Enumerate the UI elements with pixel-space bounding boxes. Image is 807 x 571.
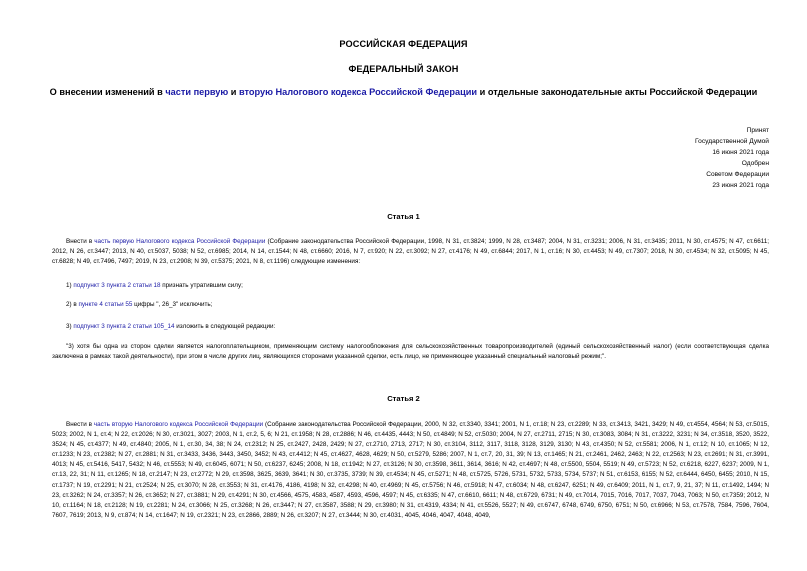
- article-2-intro-text: Внести в: [66, 421, 94, 428]
- article-1-quote: "3) хотя бы одна из сторон сделки является налогоплательщиком, применяющим систему налогообложения для сельскохозяйственных товаропроизводителей (единый сельскохозяйственный налог) (если соответствующая сделка заключена в рамках такой деятельности), при этом в числе других лиц, являющихся сторонами указанной сделки, есть лицо, не применяющее указанный специальный налоговый режим;".: [52, 343, 769, 361]
- item-text: 3): [66, 323, 74, 330]
- law-title-text: О внесении изменений в: [49, 87, 166, 97]
- accepted-date: 16 июня 2021 года: [712, 148, 769, 156]
- link-tax-code-part-two[interactable]: часть вторую Налогового кодекса Российской Федерации: [93, 421, 264, 428]
- accepted-by: Государственной Думой: [695, 137, 769, 145]
- article-1-item-3: [66, 322, 275, 332]
- article-1-intro-text: (Собрание законодательства Российской Федерации, 1998, N 31, ст.3824; 1999, N 28, ст.3487; 2004, N 31, ст.3231; 2006, N 31, ст.3435; 2011, N 30, ст.4575; N 47, ст.6611; 2012, N 26, ст.3447; 2013, N 40, ст.5037, 5038; N 52, ст.6985; 2014, N 14, ст.1544; N 48, ст.6660; 2016, N 7, ст.920; N 22, ст.3092; N 27, ст.4176; N 49, ст.6844; 2017, N 1, ст.16; N 30, ст.4453; N 49, ст.7307; 2018, N 30, ст.4534; N 32, ст.5095; N 45, ст.6828; N 49, ст.7496, 7497; 2019, N 23, ст.2908; N 39, ст.5375; 2021, N 8, ст.1196) следующие изменения:: [52, 238, 769, 266]
- article-2-heading: Статья 2: [387, 394, 420, 403]
- law-title-text: и: [228, 87, 239, 97]
- law-title: [0, 87, 807, 97]
- link-article-105-14[interactable]: подпункт 3 пункта 2 статьи 105_14: [73, 323, 175, 330]
- article-1-heading: Статья 1: [387, 212, 420, 221]
- item-text: изложить в следующей редакции:: [174, 323, 276, 330]
- item-text: 1): [66, 282, 74, 289]
- link-article-55[interactable]: пункте 4 статьи 55: [78, 301, 133, 308]
- approved-date: 23 июня 2021 года: [712, 181, 769, 189]
- article-1-item-2: [66, 300, 212, 310]
- article-2-intro-text: (Собрание законодательства Российской Федерации, 2000, N 32, ст.3340, 3341; 2001, N 1, ст.18; N 23, ст.2289; N 33, ст.3413, 3421, 3429; N 49, ст.4554, 4564; N 53, ст.5015, 5023; 2002, N 1, ст.4; N 22, ст.2026; N 30, ст.3021, 3027; 2003, N 1, ст.2, 5, 6; N 21, ст.1958; N 28, ст.2886; N 46, ст.4435, 4443; N 50, ст.4849; N 52, ст.5030; 2004, N 27, ст.2711, 2715; N 30, ст.3083, 3084; N 31, ст.3222, 3231; N 34, ст.3518, 3520, 3522, 3524; N 45, ст.4377; N 49, ст.4840; 2005, N 1, ст.30, 34, 38; N 24, ст.2312; N 25, ст.2427, 2428, 2429; N 27, ст.2710, 2713, 2717; N 30, ст.3104, 3112, 3117, 3118, 3128, 3129, 3130; N 43, ст.4350; N 52, ст.5581; 2006, N 1, ст.12; N 10, ст.1065; N 12, ст.1233; N 23, ст.2382; N 27, ст.2881; N 31, ст.3433, 3436, 3443, 3450, 3452; N 43, ст.4412; N 45, ст.4627, 4628, 4629; N 50, ст.5279, 5286; 2007, N 1, ст.7, 20, 31, 39; N 13, ст.1465; N 21, ст.2461, 2462, 2463; N 22, ст.2563; N 23, ст.2691; N 31, ст.3991, 4013; N 45, ст.5416, 5417, 5432; N 46, ст.5553; N 49, ст.6045, 6071; N 50, ст.6237, 6245; 2008, N 18, ст.1942; N 27, ст.3126; N 30, ст.3598, 3611, 3614, 3616; N 42, ст.4697; N 48, ст.5500, 5504, 5519; N 49, ст.5723; N 52, ст.6218, 6227, 6237; 2009, N 1, ст.13, 22, 31; N 11, ст.1265; N 18, ст.2147; N 23, ст.2772; N 29, ст.3598, 3625, 3639, 3641; N 30, ст.3735, 3739; N 39, ст.4534; N 45, ст.5271; N 48, ст.5725, 5726, 5731, 5732, 5733, 5734, 5737; N 51, ст.6153, 6155; N 52, ст.6444, 6450, 6455; 2010, N 15, ст.1737; N 19, ст.2291; N 21, ст.2524; N 25, ст.3070; N 28, ст.3553; N 31, ст.4176, 4186, 4198; N 32, ст.4298; N 40, ст.4969; N 45, ст.5756; N 46, ст.5918; N 47, ст.6034; N 48, ст.6247, 6251; N 49, ст.6409; 2011, N 1, ст.7, 9, 21, 37; N 11, ст.1492, 1494; N 23, ст.3262; N 24, ст.3357; N 26, ст.3652; N 27, ст.3881; N 29, ст.4291; N 30, ст.4566, 4575, 4583, 4587, 4593, 4596, 4597; N 45, ст.6335; N 47, ст.6610, 6611; N 48, ст.6729, 6731; N 49, ст.7014, 7015, 7016, 7017, 7037, 7043, 7063; N 50, ст.7359; 2012, N 10, ст.1164; N 18, ст.2128; N 19, ст.2281; N 24, ст.3066; N 25, ст.3268; N 26, ст.3447; N 27, ст.3587, 3588; N 29, ст.3980; N 31, ст.4319, 4334; N 41, ст.5526, 5527; N 49, ст.6747, 6748, 6749, 6750, 6751; N 50, ст.6966; N 53, ст.7578, 7584, 7596, 7604, 7607, 7619; 2013, N 9, ст.874; N 14, ст.1647; N 19, ст.2321; N 23, ст.2866, 2889; N 26, ст.3207; N 27, ст.3444; N 30, ст.4031, 4045, 4046, 4047, 4048, 4049,: [52, 421, 769, 519]
- link-part-one[interactable]: части первую: [165, 87, 229, 97]
- article-1-intro-text: Внести в: [66, 238, 95, 245]
- acceptance-block: [569, 126, 769, 191]
- approved-label: Одобрен: [741, 159, 769, 167]
- law-title-text: и отдельные законодательные акты Российской Федерации: [477, 87, 758, 97]
- law-type-heading: ФЕДЕРАЛЬНЫЙ ЗАКОН: [348, 64, 459, 74]
- item-text: признать утратившим силу;: [160, 282, 243, 289]
- article-1-item-1: [66, 281, 243, 291]
- link-article-18[interactable]: подпункт 3 пункта 2 статьи 18: [73, 282, 161, 289]
- article-2-intro: [52, 420, 769, 521]
- link-part-two[interactable]: вторую Налогового кодекса Российской Федерации: [239, 87, 478, 97]
- article-1-intro: [52, 237, 769, 267]
- item-text: 2) в: [66, 301, 79, 308]
- item-text: цифры ", 26_3" исключить;: [132, 301, 213, 308]
- link-tax-code-part-one[interactable]: часть первую Налогового кодекса Российской Федерации: [94, 238, 266, 245]
- approved-by: Советом Федерации: [706, 170, 769, 178]
- country-heading: РОССИЙСКАЯ ФЕДЕРАЦИЯ: [339, 39, 468, 49]
- accepted-label: Принят: [746, 127, 769, 134]
